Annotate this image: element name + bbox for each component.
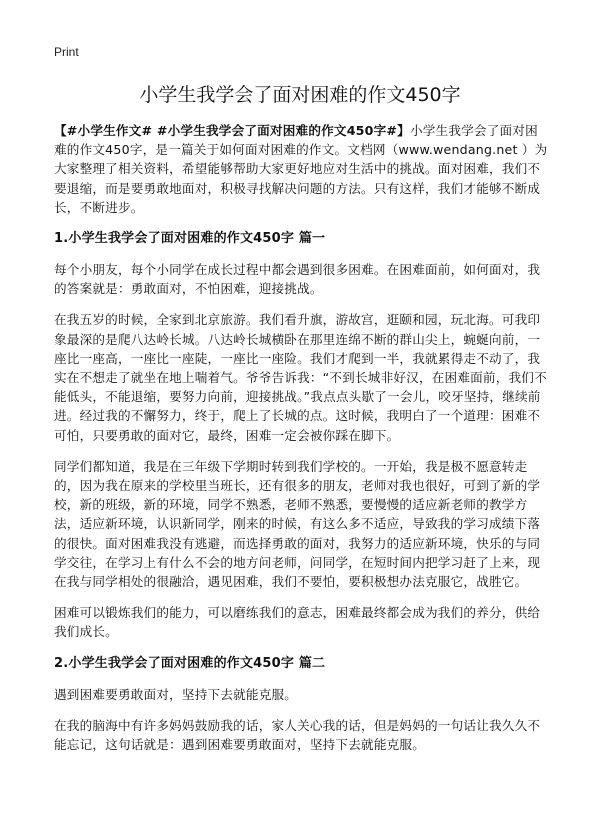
paragraph: 困难可以锻炼我们的能力，可以磨练我们的意志，困难最终都会成为我们的养分，供给我们成长。 [54,605,541,640]
intro-paragraph [54,121,548,217]
intro-tag: 【#小学生作文# #小学生我学会了面对困难的作文450字#】 [54,123,410,138]
intro-text: 小学生我学会了面对困难的作文450字，是一篇关于如何面对困难的作文。文档网（www.wendang.net ）为大家整理了相关资料，希望能够帮助大家更好地应对生活中的挑战。面对困难，我们不要退缩，而是要勇敢地面对，积极寻找解决问题的方法。只有这样，我们才能够不断成长，不断进步。 [54,123,548,215]
section-heading-2: 2.小学生我学会了面对困难的作文450字 篇二 [54,655,326,671]
paragraph: 每个小朋友，每个小同学在成长过程中都会遇到很多困难。在困难面前，如何面对，我的答案就是：勇敢面对，不怕困难，迎接挑战。 [54,262,541,297]
document-body [54,121,548,766]
section-heading-1: 1.小学生我学会了面对困难的作文450字 篇一 [54,231,326,247]
paragraph: 在我五岁的时候，全家到北京旅游。我们看升旗，游故宫，逛颐和园，玩北海。可我印象最深的是爬八达岭长城。八达岭长城横卧在那里连绵不断的群山尖上，蜿蜒向前，一座比一座高，一座比一座陡，一座比一座险。我们才爬到一半，我就累得走不动了，我实在不想走了就坐在地上喘着气。爷爷告诉我：“不到长城非好汉，在困难面前，我们不能低头，不能退缩，要努力向前，迎接挑战。”我点点头歇了一会儿，咬牙坚持，继续前进。经过我的不懈努力，终于，爬上了长城的点。这时候，我明白了一个道理：困难不可怕，只要勇敢的面对它，最终，困难一定会被你踩在脚下。 [54,312,547,443]
page-title: 小学生我学会了面对困难的作文450字 [139,84,461,106]
paragraph: 在我的脑海中有许多妈妈鼓励我的话，家人关心我的话，但是妈妈的一句话让我久久不能忘记，这句话就是：遇到困难要勇敢面对，坚持下去就能克服。 [54,717,541,753]
paragraph: 遇到困难要勇敢面对，坚持下去就能克服。 [54,686,298,702]
print-label: Print [54,45,79,59]
paragraph: 同学们都知道，我是在三年级下学期时转到我们学校的。一开始，我是极不愿意转走的，因为我在原来的学校里当班长，还有很多的朋友，老师对我也很好，可到了新的学校，新的班级，新的环境，同学不熟悉，老师不熟悉，要慢慢的适应新老师的教学方法，适应新环境，认识新同学，刚来的时候，有这么多不适应，导致我的学习成绩下落的很快。面对困难我没有逃避，而选择勇敢的面对，我努力的适应新环境，快乐的与同学交往，在学习上有什么不会的地方问老师，问同学，在短时间内把学习赶了上来，现在我与同学相处的很融洽，遇见困难，我们不要怕，要积极想办法克服它，战胜它。 [54,458,541,590]
